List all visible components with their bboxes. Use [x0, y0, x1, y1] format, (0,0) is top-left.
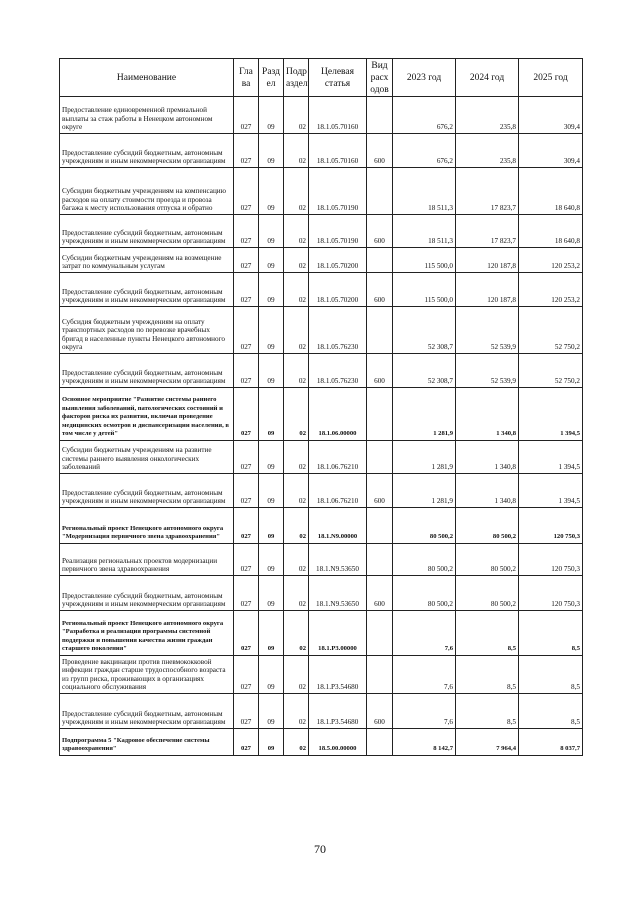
- row-2024: 52 539,9: [456, 307, 519, 354]
- row-razdel: 09: [259, 474, 284, 508]
- row-2023: 676,2: [393, 134, 456, 168]
- row-name: Предоставление субсидий бюджетным, автономным учреждениям и иным некоммерческим организациям: [60, 134, 234, 168]
- row-razdel: 09: [259, 307, 284, 354]
- header-2024: 2024 год: [456, 59, 519, 97]
- row-vid: [367, 168, 393, 215]
- row-podrazdel: 02: [284, 168, 309, 215]
- header-2023: 2023 год: [393, 59, 456, 97]
- table-row: [60, 576, 583, 611]
- row-name: Основное мероприятие "Развитие системы раннего выявления заболеваний, патологических состояний и факторов риска их развития, включая проведение медицинских осмотров и диспансеризации населения, в том числе у детей": [60, 388, 234, 441]
- row-2024: 8,5: [456, 611, 519, 656]
- header-vid: Вид расх одов: [367, 59, 393, 97]
- row-razdel: 09: [259, 576, 284, 611]
- row-vid: [367, 248, 393, 273]
- row-glava: 027: [234, 611, 259, 656]
- row-2024: 17 823,7: [456, 215, 519, 248]
- row-razdel: 09: [259, 248, 284, 273]
- row-razdel: 09: [259, 215, 284, 248]
- row-podrazdel: 02: [284, 474, 309, 508]
- row-stat: 18.1.06.00000: [309, 388, 367, 441]
- row-vid: [367, 508, 393, 544]
- row-podrazdel: 02: [284, 215, 309, 248]
- header-name: Наименование: [60, 59, 234, 97]
- row-podrazdel: 02: [284, 611, 309, 656]
- row-razdel: 09: [259, 694, 284, 729]
- row-2024: 17 823,7: [456, 168, 519, 215]
- row-2023: 18 511,3: [393, 215, 456, 248]
- row-glava: 027: [234, 134, 259, 168]
- table-row: [60, 97, 583, 134]
- row-2024: 235,8: [456, 134, 519, 168]
- row-vid: [367, 544, 393, 576]
- row-razdel: 09: [259, 656, 284, 694]
- table-row: [60, 215, 583, 248]
- row-podrazdel: 02: [284, 273, 309, 307]
- row-glava: 027: [234, 656, 259, 694]
- row-name: Предоставление субсидий бюджетным, автономным учреждениям и иным некоммерческим организациям: [60, 474, 234, 508]
- row-stat: 18.1.P3.54680: [309, 656, 367, 694]
- row-2023: 115 500,0: [393, 248, 456, 273]
- row-stat: 18.1.N9.00000: [309, 508, 367, 544]
- table-row: [60, 441, 583, 474]
- row-glava: 027: [234, 273, 259, 307]
- table-row: [60, 508, 583, 544]
- row-podrazdel: 02: [284, 354, 309, 388]
- table-row: [60, 307, 583, 354]
- row-2025: 8 037,7: [519, 729, 583, 756]
- row-glava: 027: [234, 388, 259, 441]
- row-razdel: 09: [259, 354, 284, 388]
- row-name: Предоставление субсидий бюджетным, автономным учреждениям и иным некоммерческим организациям: [60, 354, 234, 388]
- row-glava: 027: [234, 441, 259, 474]
- row-2023: 52 308,7: [393, 354, 456, 388]
- row-vid: [367, 388, 393, 441]
- row-glava: 027: [234, 576, 259, 611]
- table-row: [60, 611, 583, 656]
- row-2025: 120 750,3: [519, 544, 583, 576]
- row-2024: 7 964,4: [456, 729, 519, 756]
- row-stat: 18.1.05.70200: [309, 273, 367, 307]
- row-name: Проведение вакцинации против пневмококковой инфекции граждан старше трудоспособного возраста из групп риска, проживающих в организациях социального обслуживания: [60, 656, 234, 694]
- row-vid: 600: [367, 134, 393, 168]
- table-row: [60, 694, 583, 729]
- row-vid: [367, 307, 393, 354]
- row-glava: 027: [234, 694, 259, 729]
- row-podrazdel: 02: [284, 656, 309, 694]
- row-2025: 8,5: [519, 611, 583, 656]
- row-vid: [367, 611, 393, 656]
- row-stat: 18.1.05.70190: [309, 168, 367, 215]
- row-glava: 027: [234, 248, 259, 273]
- table-row: [60, 168, 583, 215]
- row-stat: 18.1.05.70200: [309, 248, 367, 273]
- row-glava: 027: [234, 474, 259, 508]
- row-glava: 027: [234, 215, 259, 248]
- row-2025: 1 394,5: [519, 474, 583, 508]
- table-row: [60, 544, 583, 576]
- row-2024: 52 539,9: [456, 354, 519, 388]
- row-razdel: 09: [259, 611, 284, 656]
- row-2025: 18 640,8: [519, 168, 583, 215]
- row-razdel: 09: [259, 441, 284, 474]
- table-row: [60, 474, 583, 508]
- row-razdel: 09: [259, 508, 284, 544]
- table-row: [60, 273, 583, 307]
- row-2024: 8,5: [456, 656, 519, 694]
- row-vid: 600: [367, 273, 393, 307]
- row-podrazdel: 02: [284, 248, 309, 273]
- row-stat: 18.1.05.76230: [309, 307, 367, 354]
- row-2024: 1 340,8: [456, 388, 519, 441]
- row-name: Субсидии бюджетным учреждениям на развитие системы раннего выявления онкологических заболеваний: [60, 441, 234, 474]
- row-2023: 676,2: [393, 97, 456, 134]
- row-podrazdel: 02: [284, 307, 309, 354]
- row-stat: 18.5.00.00000: [309, 729, 367, 756]
- row-glava: 027: [234, 97, 259, 134]
- row-podrazdel: 02: [284, 694, 309, 729]
- row-glava: 027: [234, 729, 259, 756]
- budget-table: [59, 58, 583, 756]
- row-name: Реализация региональных проектов модернизации первичного звена здравоохранения: [60, 544, 234, 576]
- row-2023: 115 500,0: [393, 273, 456, 307]
- row-2025: 120 253,2: [519, 273, 583, 307]
- row-2025: 52 750,2: [519, 354, 583, 388]
- row-2023: 7,6: [393, 611, 456, 656]
- row-vid: 600: [367, 576, 393, 611]
- table-row: [60, 388, 583, 441]
- header-podrazdel: Подр аздел: [284, 59, 309, 97]
- row-vid: 600: [367, 694, 393, 729]
- row-stat: 18.1.P3.00000: [309, 611, 367, 656]
- table-row: [60, 248, 583, 273]
- row-2024: 235,8: [456, 97, 519, 134]
- row-podrazdel: 02: [284, 729, 309, 756]
- row-stat: 18.1.P3.54680: [309, 694, 367, 729]
- row-2025: 52 750,2: [519, 307, 583, 354]
- row-glava: 027: [234, 307, 259, 354]
- row-stat: 18.1.N9.53650: [309, 544, 367, 576]
- row-vid: [367, 656, 393, 694]
- row-podrazdel: 02: [284, 97, 309, 134]
- row-name: Предоставление субсидий бюджетным, автономным учреждениям и иным некоммерческим организациям: [60, 273, 234, 307]
- row-name: Региональный проект Ненецкого автономного округа "Разработка и реализация программы системной поддержки и повышения качества жизни граждан старшего поколения": [60, 611, 234, 656]
- table-body: [60, 97, 583, 756]
- row-2025: 120 750,3: [519, 576, 583, 611]
- table-row: [60, 354, 583, 388]
- row-glava: 027: [234, 508, 259, 544]
- row-glava: 027: [234, 544, 259, 576]
- row-name: Субсидия бюджетным учреждениям на оплату транспортных расходов по перевозке врачебных бригад в населенные пункты Ненецкого автономного округа: [60, 307, 234, 354]
- row-2023: 7,6: [393, 694, 456, 729]
- row-podrazdel: 02: [284, 508, 309, 544]
- row-stat: 18.1.05.76230: [309, 354, 367, 388]
- row-2024: 8,5: [456, 694, 519, 729]
- row-stat: 18.1.06.76210: [309, 474, 367, 508]
- row-2024: 120 187,8: [456, 248, 519, 273]
- row-2023: 1 281,9: [393, 441, 456, 474]
- row-name: Субсидии бюджетным учреждениям на возмещение затрат по коммунальным услугам: [60, 248, 234, 273]
- row-razdel: 09: [259, 388, 284, 441]
- table-header-row: [60, 59, 583, 97]
- row-2023: 1 281,9: [393, 388, 456, 441]
- row-vid: 600: [367, 215, 393, 248]
- row-2023: 7,6: [393, 656, 456, 694]
- row-2023: 1 281,9: [393, 474, 456, 508]
- row-2023: 80 500,2: [393, 544, 456, 576]
- row-2025: 8,5: [519, 694, 583, 729]
- row-razdel: 09: [259, 729, 284, 756]
- row-glava: 027: [234, 354, 259, 388]
- row-2023: 52 308,7: [393, 307, 456, 354]
- row-2025: 1 394,5: [519, 441, 583, 474]
- row-2025: 18 640,8: [519, 215, 583, 248]
- row-razdel: 09: [259, 273, 284, 307]
- row-podrazdel: 02: [284, 576, 309, 611]
- row-vid: [367, 729, 393, 756]
- row-name: Предоставление субсидий бюджетным, автономным учреждениям и иным некоммерческим организациям: [60, 576, 234, 611]
- row-vid: 600: [367, 354, 393, 388]
- row-name: Подпрограмма 5 "Кадровое обеспечение системы здравоохранения": [60, 729, 234, 756]
- row-stat: 18.1.N9.53650: [309, 576, 367, 611]
- row-podrazdel: 02: [284, 544, 309, 576]
- row-2024: 120 187,8: [456, 273, 519, 307]
- header-razdel: Разд ел: [259, 59, 284, 97]
- row-razdel: 09: [259, 168, 284, 215]
- row-2024: 80 500,2: [456, 576, 519, 611]
- row-name: Субсидии бюджетным учреждениям на компенсацию расходов на оплату стоимости проезда и провоза багажа к месту использования отпуска и обратно: [60, 168, 234, 215]
- row-2025: 8,5: [519, 656, 583, 694]
- header-glava: Гла ва: [234, 59, 259, 97]
- table-row: [60, 656, 583, 694]
- row-2023: 8 142,7: [393, 729, 456, 756]
- row-podrazdel: 02: [284, 388, 309, 441]
- row-glava: 027: [234, 168, 259, 215]
- row-2025: 309,4: [519, 97, 583, 134]
- row-name: Предоставление субсидий бюджетным, автономным учреждениям и иным некоммерческим организациям: [60, 215, 234, 248]
- table-row: [60, 729, 583, 756]
- row-2024: 80 500,2: [456, 544, 519, 576]
- row-name: Предоставление единовременной премиальной выплаты за стаж работы в Ненецком автономном округе: [60, 97, 234, 134]
- row-2025: 120 750,3: [519, 508, 583, 544]
- row-2024: 80 500,2: [456, 508, 519, 544]
- row-razdel: 09: [259, 97, 284, 134]
- row-2024: 1 340,8: [456, 474, 519, 508]
- row-2023: 18 511,3: [393, 168, 456, 215]
- row-vid: 600: [367, 474, 393, 508]
- row-vid: [367, 97, 393, 134]
- row-2023: 80 500,2: [393, 576, 456, 611]
- row-name: Региональный проект Ненецкого автономного округа "Модернизация первичного звена здравоохранения": [60, 508, 234, 544]
- header-2025: 2025 год: [519, 59, 583, 97]
- row-stat: 18.1.05.70160: [309, 97, 367, 134]
- row-2023: 80 500,2: [393, 508, 456, 544]
- row-stat: 18.1.06.76210: [309, 441, 367, 474]
- page-number: 70: [314, 842, 326, 856]
- row-podrazdel: 02: [284, 134, 309, 168]
- row-razdel: 09: [259, 544, 284, 576]
- row-stat: 18.1.05.70160: [309, 134, 367, 168]
- table-row: [60, 134, 583, 168]
- row-podrazdel: 02: [284, 441, 309, 474]
- row-vid: [367, 441, 393, 474]
- header-stat: Целевая статья: [309, 59, 367, 97]
- row-2025: 120 253,2: [519, 248, 583, 273]
- row-2024: 1 340,8: [456, 441, 519, 474]
- row-name: Предоставление субсидий бюджетным, автономным учреждениям и иным некоммерческим организациям: [60, 694, 234, 729]
- row-2025: 1 394,5: [519, 388, 583, 441]
- row-2025: 309,4: [519, 134, 583, 168]
- row-razdel: 09: [259, 134, 284, 168]
- row-stat: 18.1.05.70190: [309, 215, 367, 248]
